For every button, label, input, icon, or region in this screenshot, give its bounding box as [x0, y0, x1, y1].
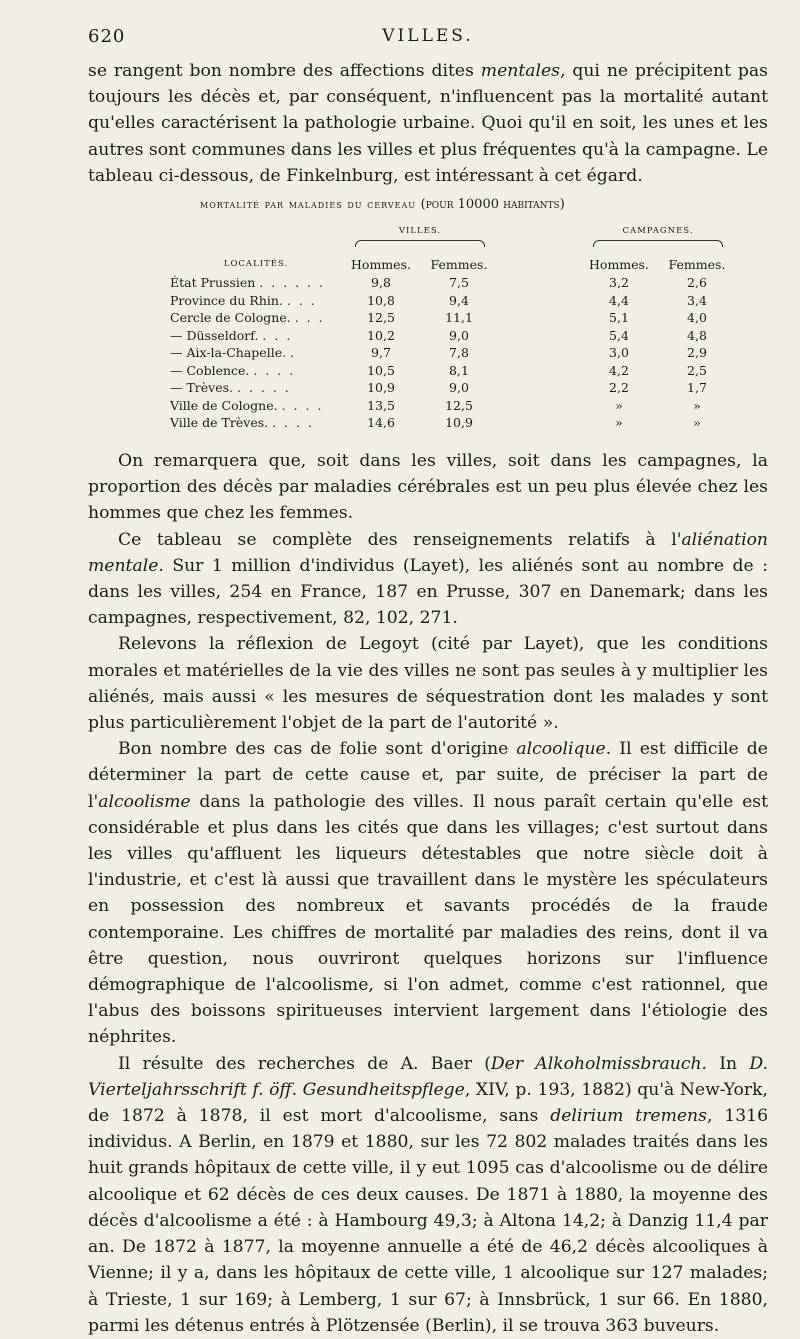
table-row [170, 414, 736, 432]
table-row [170, 397, 736, 415]
villes-hommes-cell: 14,6 [367, 415, 395, 431]
villes-femmes-cell: 8,1 [449, 362, 469, 378]
page-header [88, 26, 768, 50]
campagnes-hommes-cell: 3,0 [609, 345, 629, 361]
campagnes-hommes-cell: 4,4 [609, 292, 629, 308]
paragraph-legoyt: Relevons la réflexion de Legoyt (cité par Layet), que les conditions morales et matérielles de la vie des villes ne sont pas seules à y multiplier les aliénés, mais aussi « les mesures de séquestration dont les malades y sont plus particulièrement l'objet de la part de l'autorité ». [88, 634, 768, 734]
campagnes-femmes-cell: 4,8 [687, 327, 707, 343]
villes-hommes-cell: 9,8 [371, 275, 391, 291]
intro-text: se rangent bon nombre des affections dites [88, 61, 481, 81]
table-row [170, 327, 736, 345]
villes-femmes-cell: 7,5 [449, 275, 469, 291]
table-row [170, 292, 736, 310]
campagnes-hommes-cell: » [615, 397, 623, 413]
paragraph-folie: Bon nombre des cas de folie sont d'origine alcoolique. Il est difficile de déterminer la part de cette cause et, par suite, de préciser la part de l'alcoolisme dans la pathologie des villes. Il nous paraît certain qu'elle est considérable et plus dans les cités que dans les villages; c'est surtout dans les villes qu'affluent les liqueurs détestables que notre siècle doit à l'industrie, et c'est là aussi que travaillent dans le mystère les spéculateurs en possession des nombreux et savants procédés de la fraude contemporaine. Les chiffres de mortalité par maladies des reins, dont il va être question, nous ouvriront quelques horizons sur l'influence démographique de l'alcoolisme, si l'on admet, comme c'est rationnel, que l'abus des boissons spiritueuses intervient largement dans l'étiologie des néphrites. [88, 739, 768, 1048]
campagnes-femmes-cell: 4,0 [687, 310, 707, 326]
campagnes-femmes-cell: » [693, 415, 701, 431]
locality-cell: Province du Rhin. . . . [170, 292, 317, 308]
campagnes-femmes-cell: 2,9 [687, 345, 707, 361]
paragraph-alienation: Ce tableau se complète des renseignements relatifs à l'aliénation mentale. Sur 1 million d'individus (Layet), les aliénés sont au nombre de : dans les villes, 254 en France, 187 en Prusse, 307 en Danemark; dans les campagnes, respectivement, 82, 102, 271. [88, 529, 768, 629]
intro-italic: mentales [480, 61, 560, 81]
villes-femmes-cell: 9,0 [449, 327, 469, 343]
villes-hommes-cell: 10,8 [367, 292, 395, 308]
villes-hommes-cell: 13,5 [367, 397, 395, 413]
locality-cell: — Coblence. . . . . [170, 362, 296, 378]
campagnes-hommes-cell: 3,2 [609, 275, 629, 291]
campagnes-hommes-cell: » [615, 415, 623, 431]
campagnes-hommes-cell: 5,1 [609, 310, 629, 326]
campagnes-hommes-cell: 5,4 [609, 327, 629, 343]
group-header-campagnes: CAMPAGNES. [580, 222, 736, 254]
villes-femmes-cell: 7,8 [449, 345, 469, 361]
page-number: 620 [88, 26, 126, 47]
column-header-femmes: Femmes. [430, 256, 488, 272]
column-header-localites: LOCALITÉS. [223, 259, 289, 269]
campagnes-hommes-cell: 2,2 [609, 380, 629, 396]
villes-femmes-cell: 9,4 [449, 292, 469, 308]
campagnes-hommes-cell: 4,2 [609, 362, 629, 378]
villes-hommes-cell: 10,2 [367, 327, 395, 343]
locality-cell: Ville de Cologne. . . . . [170, 397, 324, 413]
villes-femmes-cell: 10,9 [445, 415, 473, 431]
table-row [170, 379, 736, 397]
table-row [170, 344, 736, 362]
villes-femmes-cell: 9,0 [449, 380, 469, 396]
column-header-hommes: Hommes. [351, 256, 411, 272]
column-header-hommes: Hommes. [589, 256, 649, 272]
mortality-table [170, 222, 736, 432]
locality-cell: — Düsseldorf. . . . [170, 327, 293, 343]
locality-cell: — Aix-la-Chapelle. . [170, 345, 297, 361]
villes-femmes-cell: 11,1 [445, 310, 473, 326]
campagnes-femmes-cell: 2,6 [687, 275, 707, 291]
running-title: VILLES. [382, 26, 474, 46]
campagnes-femmes-cell: 2,5 [687, 362, 707, 378]
table-caption: mortalité par maladies du cerveau (pour 10000 habitants) [200, 197, 565, 212]
intro-text-cont: , qui ne précipitent pas toujours les décès et, par conséquent, n'influencent pas la mortalité autant qu'elles caractérisent la pathologie urbaine. Quoi qu'il en soit, les unes et les autres sont communes dans les villes et plus fréquentes qu'à la campagne. Le tableau ci-dessous, de Finkelnburg, est intéressant à cet égard. [88, 61, 768, 186]
locality-cell: Cercle de Cologne. . . . [170, 310, 325, 326]
table-row [170, 274, 736, 292]
campagnes-femmes-cell: 3,4 [687, 292, 707, 308]
villes-hommes-cell: 12,5 [367, 310, 395, 326]
table-row [170, 362, 736, 380]
locality-cell: — Trèves. . . . . . [170, 380, 291, 396]
locality-cell: État Prussien . . . . . . [170, 275, 326, 291]
body-paragraphs [88, 448, 768, 1339]
table-row [170, 309, 736, 327]
intro-paragraph [88, 58, 768, 189]
paragraph-remarque: On remarquera que, soit dans les villes, soit dans les campagnes, la proportion des décès par maladies cérébrales est un peu plus élevée chez les hommes que chez les femmes. [88, 451, 768, 524]
paragraph-baer: Il résulte des recherches de A. Baer (Der Alkoholmissbrauch. In D. Vierteljahrsschrift f. öff. Gesundheitspflege, XIV, p. 193, 1882) qu'à New-York, de 1872 à 1878, il est mort d'alcoolisme, sans delirium tremens, 1316 individus. A Berlin, en 1879 et 1880, sur les 72 802 malades traités dans les huit grands hôpitaux de cette ville, il y eut 1095 cas d'alcoolisme ou de délire alcoolique et 62 décès de ces deux causes. De 1871 à 1880, la moyenne des décès d'alcoolisme a été : à Hambourg 49,3; à Altona 14,2; à Danzig 11,4 par an. De 1872 à 1877, la moyenne annuelle a été de 46,2 décès alcooliques à Vienne; il y a, dans les hôpitaux de cette ville, 1 alcoolique sur 127 malades; à Trieste, 1 sur 169; à Lemberg, 1 sur 67; à Innsbrück, 1 sur 66. En 1880, parmi les détenus entrés à Plötzensée (Berlin), il se trouva 363 buveurs. [88, 1053, 769, 1336]
villes-femmes-cell: 12,5 [445, 397, 473, 413]
campagnes-femmes-cell: » [693, 397, 701, 413]
group-header-villes: VILLES. [342, 222, 498, 254]
villes-hommes-cell: 9,7 [371, 345, 391, 361]
villes-hommes-cell: 10,5 [367, 362, 395, 378]
column-header-femmes: Femmes. [668, 256, 726, 272]
campagnes-femmes-cell: 1,7 [687, 380, 707, 396]
villes-hommes-cell: 10,9 [367, 380, 395, 396]
locality-cell: Ville de Trèves. . . . . [170, 415, 314, 431]
